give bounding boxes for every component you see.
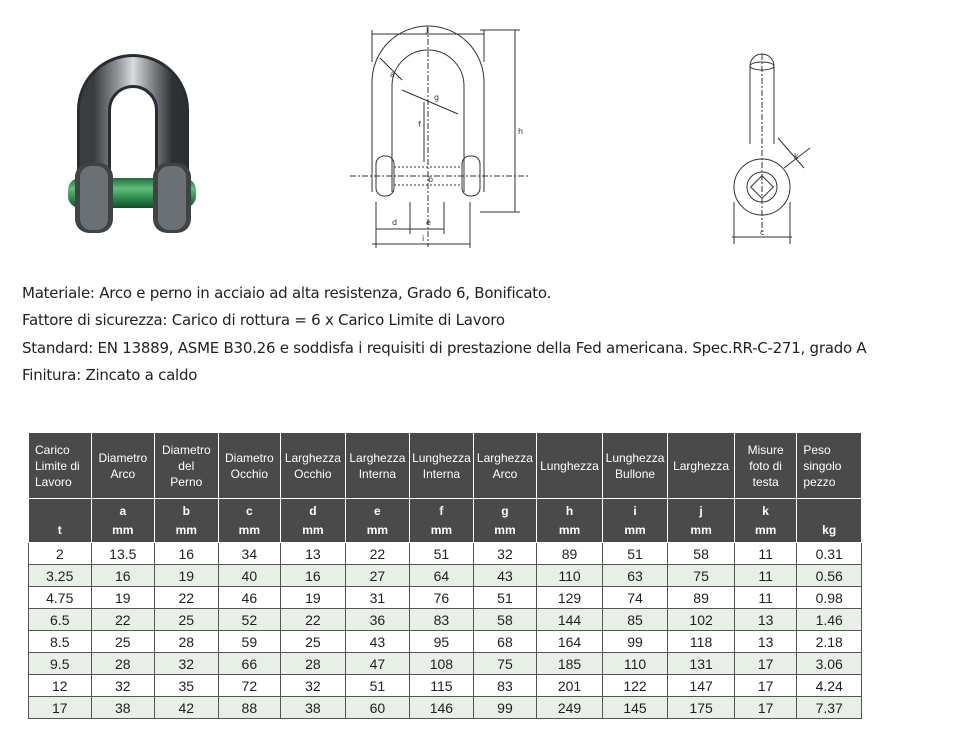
header-symbols-row (29, 499, 862, 543)
table-cell: 6.5 (29, 609, 92, 631)
table-cell: 51 (345, 675, 410, 697)
header-name-12 (797, 433, 862, 499)
header-symbol: e (374, 503, 381, 518)
header-name-line: Lunghezza (605, 450, 665, 465)
table-cell: 0.98 (797, 587, 862, 609)
header-unit: kg (822, 522, 837, 537)
table-cell: 11 (734, 543, 797, 565)
header-name-line: Lunghezza (412, 450, 471, 465)
table-cell: 60 (345, 697, 410, 719)
table-cell: 76 (410, 587, 474, 609)
header-unit: mm (494, 522, 516, 537)
header-name-line: del (178, 458, 195, 473)
table-cell: 131 (668, 653, 735, 675)
table-cell: 85 (602, 609, 668, 631)
front-dimension-drawing (340, 22, 535, 254)
table-cell: 22 (281, 609, 346, 631)
header-symbol-4 (281, 499, 346, 543)
table-cell: 46 (218, 587, 281, 609)
table-row (29, 609, 862, 631)
table-cell: 13 (281, 543, 346, 565)
header-name-5 (345, 433, 410, 499)
table-cell: 164 (537, 631, 603, 653)
header-symbol-7 (473, 499, 537, 543)
header-unit: mm (366, 522, 389, 537)
header-symbol: j (699, 503, 703, 518)
table-cell: 40 (218, 565, 281, 587)
dim-a: a (390, 70, 395, 79)
table-row (29, 631, 862, 653)
table-cell: 42 (155, 697, 219, 719)
table-row (29, 565, 862, 587)
dim-e: e (426, 218, 431, 227)
table-body (29, 543, 862, 719)
table-cell: 3.06 (797, 653, 862, 675)
table-cell: 66 (218, 653, 281, 675)
table-cell: 8.5 (29, 631, 92, 653)
table-cell: 63 (602, 565, 668, 587)
header-symbol-3 (218, 499, 281, 543)
header-name-line: Misure (747, 442, 784, 457)
material-line: Materiale: Arco e perno in acciaio ad alta resistenza, Grado 6, Bonificato. (22, 284, 552, 302)
table-row (29, 543, 862, 565)
dim-b: b (428, 175, 434, 184)
table-cell: 64 (410, 565, 474, 587)
table-cell: 83 (473, 675, 537, 697)
header-name-line: Diametro (224, 450, 274, 465)
header-name-line: Larghezza (673, 458, 730, 473)
table-cell: 34 (218, 543, 281, 565)
table-cell: 38 (91, 697, 155, 719)
table-cell: 43 (473, 565, 537, 587)
header-unit: mm (175, 522, 197, 537)
table-cell: 19 (91, 587, 155, 609)
dim-k: k (794, 152, 799, 161)
table-row (29, 653, 862, 675)
table-cell: 12 (29, 675, 92, 697)
table-cell: 13.5 (91, 543, 155, 565)
header-symbol: f (439, 503, 444, 518)
header-name-2 (155, 433, 219, 499)
table-cell: 13 (734, 609, 797, 631)
table-cell: 22 (345, 543, 410, 565)
header-name-line: Interna (422, 466, 461, 481)
header-name-11 (734, 433, 797, 499)
header-unit: mm (430, 522, 453, 537)
standard-line: Standard: EN 13889, ASME B30.26 e soddisfa i requisiti di prestazione della Fed americana. Spec.RR-C-271, grado A (22, 338, 867, 357)
header-symbol: h (565, 503, 574, 518)
header-symbol-5 (345, 499, 410, 543)
table-cell: 58 (473, 609, 537, 631)
header-name-line: Larghezza (284, 450, 341, 465)
header-names-row (29, 433, 862, 499)
header-name-1 (91, 433, 155, 499)
header-symbol-10 (668, 499, 735, 543)
table-cell: 145 (602, 697, 668, 719)
table-cell: 2.18 (797, 631, 862, 653)
header-unit: mm (754, 522, 777, 537)
table-cell: 9.5 (29, 653, 92, 675)
table-cell: 32 (281, 675, 346, 697)
table-cell: 17 (734, 653, 797, 675)
dim-g: g (434, 93, 440, 102)
table-cell: 110 (537, 565, 603, 587)
header-name-line: pezzo (803, 474, 836, 489)
table-cell: 51 (602, 543, 668, 565)
table-cell: 185 (537, 653, 603, 675)
header-symbol-12 (797, 499, 862, 543)
table-cell: 25 (155, 609, 219, 631)
table-cell: 32 (91, 675, 155, 697)
header-name-line: Lunghezza (540, 458, 599, 473)
header-name-line: Peso (803, 442, 831, 457)
table-cell: 22 (91, 609, 155, 631)
header-symbol (797, 502, 861, 521)
table-cell: 68 (473, 631, 537, 653)
table-cell: 25 (91, 631, 155, 653)
table-cell: 118 (668, 631, 735, 653)
table-cell: 47 (345, 653, 410, 675)
header-symbol: a (119, 503, 127, 518)
dim-h: h (518, 127, 524, 136)
table-row (29, 675, 862, 697)
table-cell: 201 (537, 675, 603, 697)
header-unit: mm (624, 522, 646, 537)
header-name-line: foto di (749, 458, 782, 473)
table-cell: 22 (155, 587, 219, 609)
header-name-line: Occhio (230, 466, 269, 481)
table-cell: 16 (281, 565, 346, 587)
table-cell: 27 (345, 565, 410, 587)
table-cell: 17 (734, 697, 797, 719)
table-cell: 175 (668, 697, 735, 719)
table-row (29, 697, 862, 719)
header-name-0 (29, 433, 92, 499)
header-name-10 (668, 433, 735, 499)
dim-j: j (426, 25, 429, 34)
header-symbol: i (633, 503, 637, 518)
table-cell: 28 (281, 653, 346, 675)
header-unit: t (57, 522, 62, 537)
header-name-line: singolo (803, 458, 842, 473)
table-cell: 95 (410, 631, 474, 653)
table-cell: 25 (281, 631, 346, 653)
table-cell: 249 (537, 697, 603, 719)
table-cell: 19 (155, 565, 219, 587)
table-cell: 99 (473, 697, 537, 719)
table-cell: 13 (734, 631, 797, 653)
table-cell: 52 (218, 609, 281, 631)
finish-line: Finitura: Zincato a caldo (22, 365, 198, 384)
header-name-line: Diametro (98, 450, 148, 465)
header-name-line: Limite di (35, 458, 80, 473)
table-cell: 108 (410, 653, 474, 675)
header-name-line: Arco (110, 466, 136, 481)
table-cell: 4.24 (797, 675, 862, 697)
header-symbol: b (182, 503, 190, 518)
table-cell: 11 (734, 587, 797, 609)
table-cell: 129 (537, 587, 603, 609)
side-dimension-drawing (722, 52, 822, 248)
header-symbol-0 (29, 499, 92, 543)
header-name-line: Arco (492, 466, 518, 481)
header-unit: mm (302, 522, 324, 537)
header-name-line: Occhio (294, 466, 332, 481)
shackle-image (58, 38, 208, 236)
table-cell: 74 (602, 587, 668, 609)
table-row (29, 587, 862, 609)
header-unit: mm (558, 522, 581, 537)
dim-f: f (418, 120, 421, 129)
table-cell: 36 (345, 609, 410, 631)
table-cell: 32 (473, 543, 537, 565)
table-cell: 31 (345, 587, 410, 609)
table-cell: 3.25 (29, 565, 92, 587)
table-cell: 1.46 (797, 609, 862, 631)
header-symbol: g (501, 503, 509, 518)
table-cell: 7.37 (797, 697, 862, 719)
dim-i: i (422, 234, 425, 243)
table-cell: 2 (29, 543, 92, 565)
safety-factor-line: Fattore di sicurezza: Carico di rottura = 6 x Carico Limite di Lavoro (22, 311, 505, 330)
table-cell: 32 (155, 653, 219, 675)
table-cell: 72 (218, 675, 281, 697)
header-unit: mm (690, 522, 712, 537)
header-unit: mm (238, 522, 260, 537)
header-name-9 (602, 433, 668, 499)
dim-d: d (392, 218, 398, 227)
header-symbol-9 (602, 499, 668, 543)
header-name-6 (410, 433, 474, 499)
header-symbol-2 (155, 499, 219, 543)
header-name-4 (281, 433, 346, 499)
table-cell: 28 (91, 653, 155, 675)
table-cell: 59 (218, 631, 281, 653)
table-cell: 146 (410, 697, 474, 719)
table-cell: 88 (218, 697, 281, 719)
header-symbol-11 (734, 499, 797, 543)
table-cell: 19 (281, 587, 346, 609)
header-unit: mm (112, 522, 134, 537)
header-name-3 (218, 433, 281, 499)
table-cell: 0.31 (797, 543, 862, 565)
header-name-line: Carico (35, 442, 70, 457)
table-cell: 75 (473, 653, 537, 675)
table-cell: 58 (668, 543, 735, 565)
header-name-line: Larghezza (476, 450, 533, 465)
header-name-line: Lavoro (35, 474, 72, 489)
table-cell: 115 (410, 675, 474, 697)
table-cell: 4.75 (29, 587, 92, 609)
table-cell: 38 (281, 697, 346, 719)
table-cell: 0.56 (797, 565, 862, 587)
header-name-line: Interna (358, 466, 397, 481)
header-name-7 (473, 433, 537, 499)
table-cell: 83 (410, 609, 474, 631)
table-cell: 16 (91, 565, 155, 587)
table-cell: 89 (668, 587, 735, 609)
specifications-table (28, 432, 862, 719)
header-symbol-1 (91, 499, 155, 543)
table-cell: 102 (668, 609, 735, 631)
table-cell: 17 (734, 675, 797, 697)
header-symbol-6 (410, 499, 474, 543)
dim-c: c (760, 228, 765, 237)
spec-description (22, 280, 952, 389)
header-symbol: c (245, 503, 253, 518)
header-symbol: d (309, 503, 317, 518)
header-name-line: Perno (170, 474, 203, 489)
header-name-8 (537, 433, 603, 499)
table-cell: 35 (155, 675, 219, 697)
header-name-line: Larghezza (349, 450, 406, 465)
table-cell: 11 (734, 565, 797, 587)
table-cell: 28 (155, 631, 219, 653)
table-cell: 89 (537, 543, 603, 565)
header-symbol (29, 502, 91, 521)
table-cell: 147 (668, 675, 735, 697)
table-cell: 17 (29, 697, 92, 719)
table-cell: 51 (410, 543, 474, 565)
table-cell: 51 (473, 587, 537, 609)
header-symbol: k (762, 503, 769, 518)
table-cell: 99 (602, 631, 668, 653)
header-name-line: Diametro (161, 442, 211, 457)
header-symbol-8 (537, 499, 603, 543)
table-cell: 75 (668, 565, 735, 587)
table-cell: 122 (602, 675, 668, 697)
table-cell: 16 (155, 543, 219, 565)
table-cell: 144 (537, 609, 603, 631)
header-name-line: Bullone (615, 466, 656, 481)
table-cell: 110 (602, 653, 668, 675)
header-name-line: testa (752, 474, 779, 489)
table-cell: 43 (345, 631, 410, 653)
